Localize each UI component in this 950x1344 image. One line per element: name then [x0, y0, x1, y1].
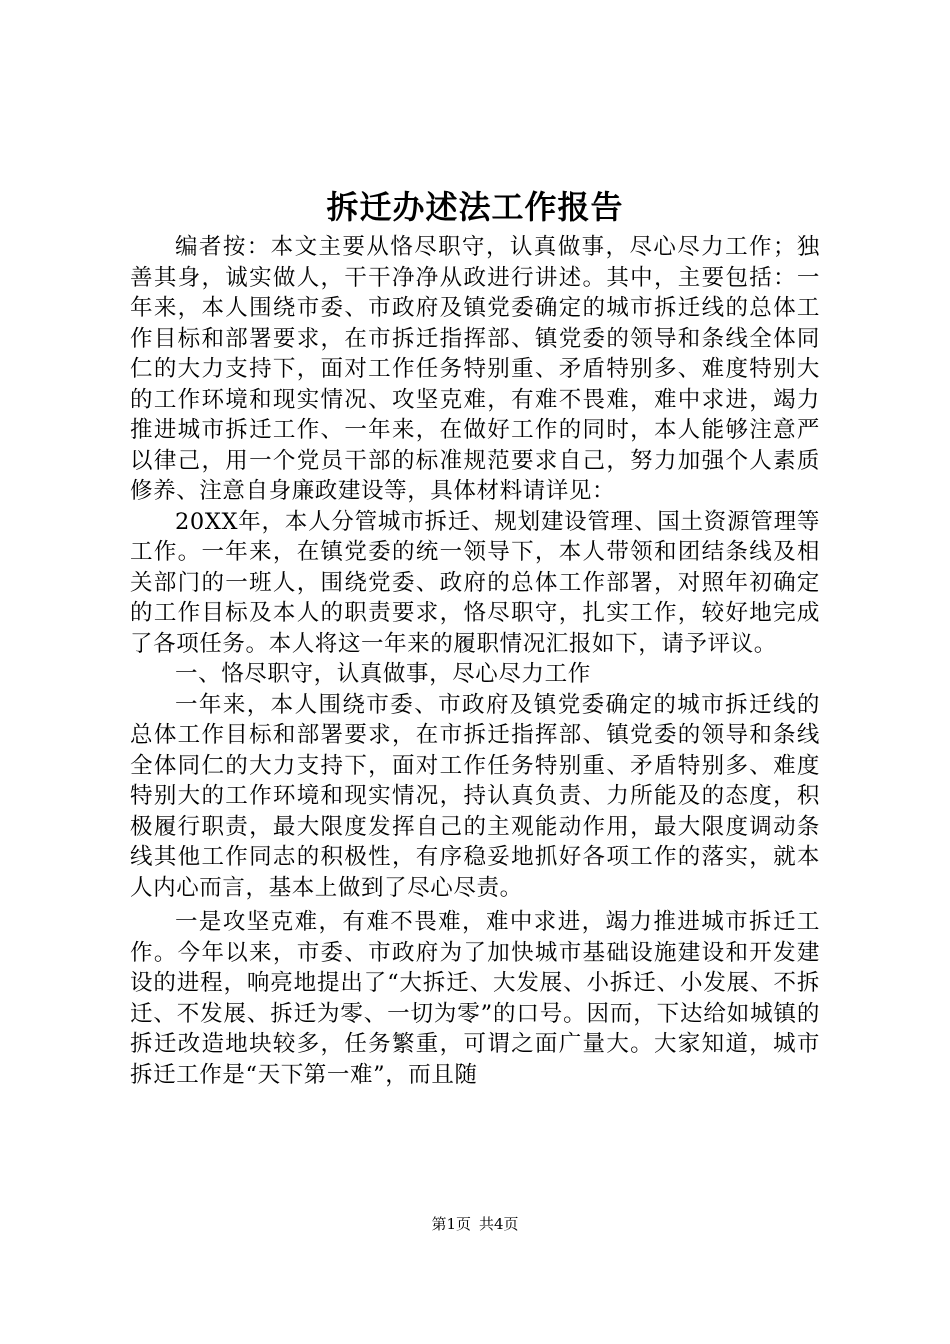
section-heading: 一、恪尽职守，认真做事，尽心尽力工作: [175, 661, 591, 687]
page-number: 第1页: [431, 1215, 471, 1233]
paragraph-point-one: 一是攻坚克难，有难不畏难，难中求进，竭力推进城市拆迁工作。今年以来，市委、市政府为了加快城市基础设施建设和开发建设的进程，响亮地提出了“大拆迁、大发展、小拆迁、小发展、不拆迁、不发展、拆迁为零、一切为零”的口号。因而，下达给如城镇的拆迁改造地块较多，任务繁重，可谓之面广量大。大家知道，城市拆迁工作是“天下第一难”，而且随: [130, 909, 820, 1088]
document-body: [130, 232, 820, 1090]
page-total: 共4页: [479, 1215, 519, 1233]
document-title: 拆迁办述法工作报告: [326, 188, 624, 226]
page-footer: [0, 1214, 950, 1234]
paragraph-intro: 20XX年，本人分管城市拆迁、规划建设管理、国土资源管理等工作。一年来，在镇党委的统一领导下，本人带领和团结条线及相关部门的一班人，围绕党委、政府的总体工作部署，对照年初确定的工作目标及本人的职责要求，恪尽职守，扎实工作，较好地完成了各项任务。本人将这一年来的履职情况汇报如下，请予评议。: [130, 508, 820, 657]
paragraph-section-one: 一年来，本人围绕市委、市政府及镇党委确定的城市拆迁线的总体工作目标和部署要求，在市拆迁指挥部、镇党委的领导和条线全体同仁的大力支持下，面对工作任务特别重、矛盾特别多、难度特别大的工作环境和现实情况，持认真负责、力所能及的态度，积极履行职责，最大限度发挥自己的主观能动作用，最大限度调动条线其他工作同志的积极性，有序稳妥地抓好各项工作的落实，就本人内心而言，基本上做到了尽心尽责。: [130, 691, 820, 901]
paragraph-editor-note: 编者按：本文主要从恪尽职守，认真做事，尽心尽力工作；独善其身，诚实做人，干干净净从政进行讲述。其中，主要包括：一年来，本人围绕市委、市政府及镇党委确定的城市拆迁线的总体工作目标和部署要求，在市拆迁指挥部、镇党委的领导和条线全体同仁的大力支持下，面对工作任务特别重、矛盾特别多、难度特别大的工作环境和现实情况、攻坚克难，有难不畏难，难中求进，竭力推进城市拆迁工作、一年来，在做好工作的同时，本人能够注意严以律己，用一个党员干部的标准规范要求自己，努力加强个人素质修养、注意自身廉政建设等，具体材料请详见：: [130, 234, 820, 504]
